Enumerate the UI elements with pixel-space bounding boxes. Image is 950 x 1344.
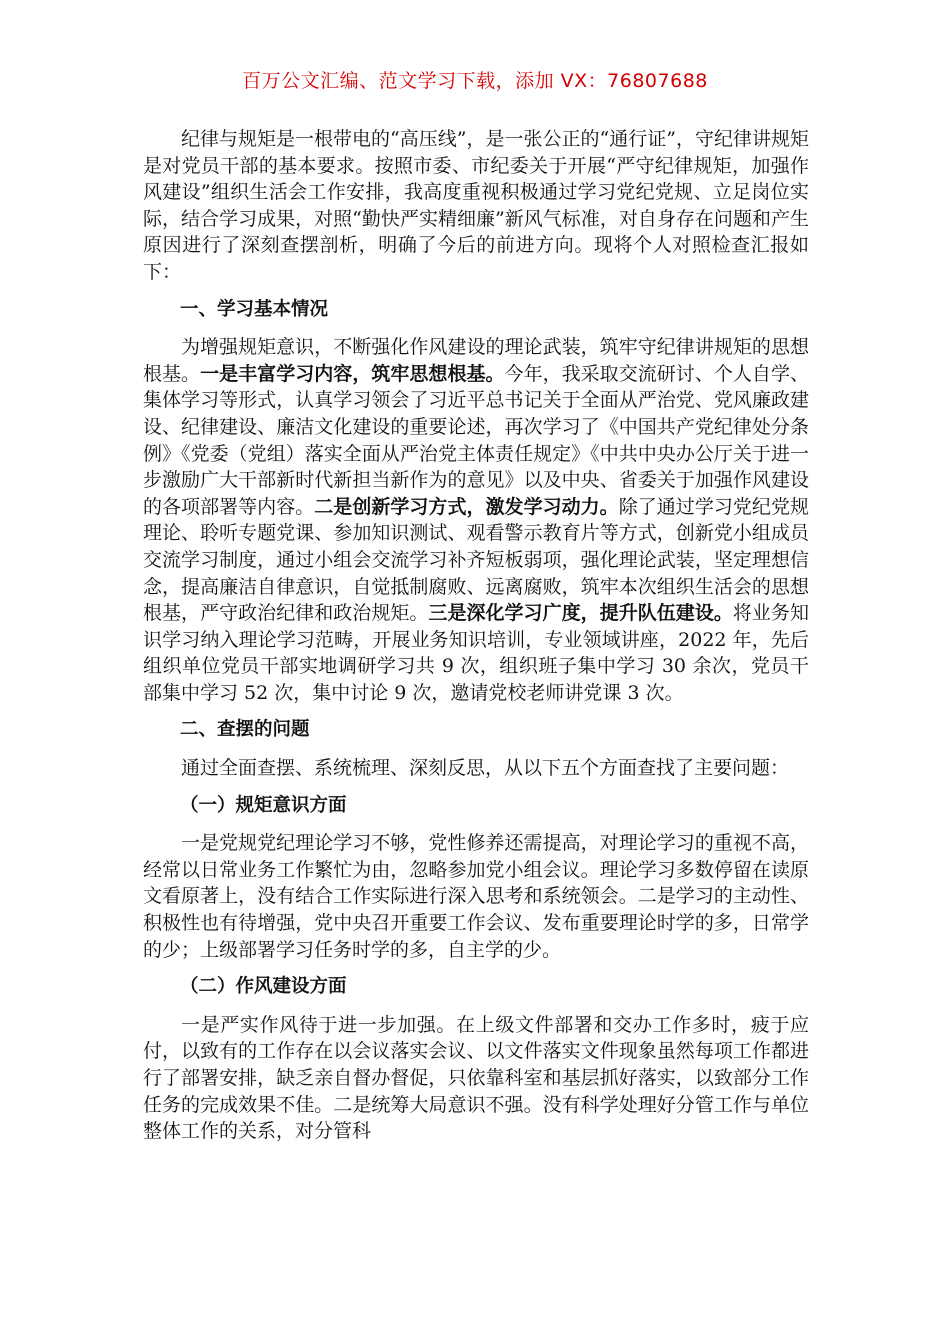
intro-paragraph: 纪律与规矩是一根带电的“高压线”，是一张公正的“通行证”，守纪律讲规矩是对党员干部的基本要求。按照市委、市纪委关于开展“严守纪律规矩，加强作风建设”组织生活会工作安排，我高度重视积极通过学习党纪党规、立足岗位实际，结合学习成果，对照“勤快严实精细廉”新风气标准，对自身存在问题和产生原因进行了深刻查摆剖析，明确了今后的前进方向。现将个人对照检查汇报如下： [143,128,809,283]
section-2-heading: 二、查摆的问题 [180,719,310,741]
section-1-paragraph [143,334,809,706]
section-1-lead-2: 二是创新学习方式，激发学习动力。 [314,495,619,518]
section-1-text-2: 除了通过学习党纪党规理论、聆听专题党课、参加知识测试、观看警示教育片等方式，创新党小组成员交流学习制度，通过小组会交流学习补齐短板弱项，强化理论武装，坚定理想信念，提高廉洁自律意识，自觉抵制腐败、远离腐败，筑牢本次组织生活会的思想根基，严守政治纪律和政治规矩。 [143,495,809,625]
subsection-1-heading: （一）规矩意识方面 [180,794,347,816]
section-1-text-3: 将业务知识学习纳入理论学习范畴，开展业务知识培训，专业领域讲座，2022 年，先后组织单位党员干部实地调研学习共 9 次，组织班子集中学习 30 余次，党员干部集中学习 52 次，集中讨论 9 次，邀请党校老师讲党课 3 次。 [143,602,809,704]
section-1-text-1: 今年，我采取交流研讨、个人自学、集体学习等形式，认真学习领会了习近平总书记关于全面从严治党、党风廉政建设、纪律建设、廉洁文化建设的重要论述，再次学习了《中国共产党纪律处分条例》《党委（党组）落实全面从严治党主体责任规定》《中共中央办公厅关于进一步激励广大干部新时代新担当新作为的意见》以及中央、省委关于加强作风建设的各项部署等内容。 [143,362,809,518]
section-1-opening: 为增强规矩意识，不断强化作风建设的理论武装，筑牢守纪律讲规矩的思想根基。 [143,336,809,385]
section-1-lead-3: 三是深化学习广度，提升队伍建设。 [428,602,733,625]
section-1-lead-1: 一是丰富学习内容，筑牢思想根基。 [200,362,505,385]
section-1-heading: 一、学习基本情况 [180,298,329,320]
subsection-1-paragraph: 一是党规党纪理论学习不够，党性修养还需提高，对理论学习的重视不高，经常以日常业务工作繁忙为由，忽略参加党小组会议。理论学习多数停留在读原文看原著上，没有结合工作实际进行深入思考和系统领会。二是学习的主动性、积极性也有待增强，党中央召开重要工作会议、发布重要理论时学的多，日常学的少；上级部署学习任务时学的多，自主学的少。 [143,832,809,961]
subsection-2-heading: （二）作风建设方面 [180,976,347,998]
subsection-2-paragraph: 一是严实作风待于进一步加强。在上级文件部署和交办工作多时，疲于应付，以致有的工作存在以会议落实会议、以文件落实文件现象虽然每项工作都进行了部署安排，缺乏亲自督办督促，只依靠科室和基层抓好落实，以致部分工作任务的完成效果不佳。二是统筹大局意识不强。没有科学处理好分管工作与单位整体工作的关系，对分管科 [143,1013,809,1143]
section-2-intro: 通过全面查摆、系统梳理、深刻反思，从以下五个方面查找了主要问题： [181,757,790,780]
document-body [143,126,809,1145]
header-banner: 百万公文汇编、范文学习下载，添加 VX：76807688 [242,70,708,92]
